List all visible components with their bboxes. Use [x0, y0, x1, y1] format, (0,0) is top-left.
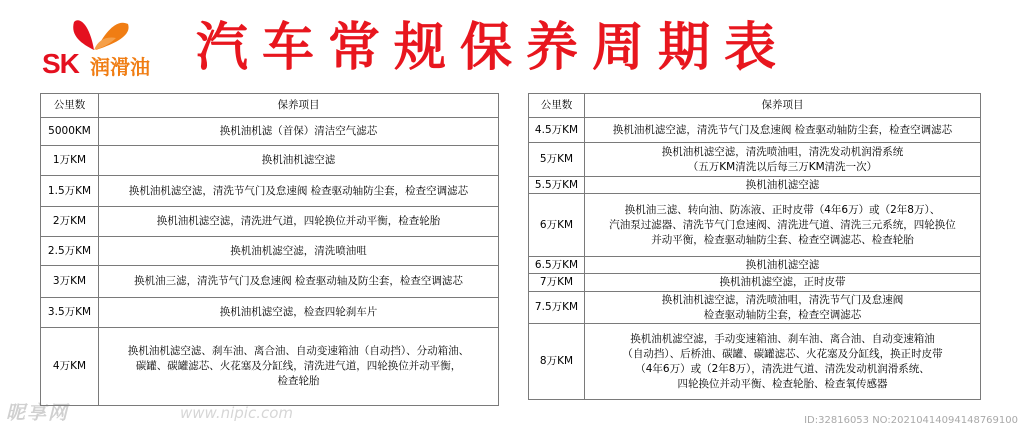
maintenance-items-cell — [99, 298, 499, 328]
table-row — [529, 257, 981, 274]
mileage-cell: 5000KM — [41, 118, 99, 146]
sk-lubricant-logo — [40, 14, 190, 84]
maintenance-line: 换机油机滤空滤，清洗节气门及怠速阀 检查驱动轴防尘套，检查空调滤芯 — [128, 184, 469, 197]
mileage-cell: 6万KM — [529, 194, 585, 257]
maintenance-line: 换机油机滤空滤，正时皮带 — [719, 276, 846, 288]
table-row — [529, 274, 981, 292]
maintenance-line: （五万KM清洗以后每三万KM清洗一次） — [687, 160, 878, 173]
table-row — [41, 176, 499, 207]
table-row — [529, 177, 981, 194]
maintenance-line: 换机油机滤空滤，清洗进气道，四轮换位并动平衡，检查轮胎 — [156, 215, 441, 227]
maintenance-line: 四轮换位并动平衡、检查轮胎、检查氧传感器 — [677, 377, 888, 390]
maintenance-line: （自动挡）、后桥油、碳罐、碳罐滤芯、火花塞及分缸线，换正时皮带 — [622, 347, 943, 360]
maintenance-items-cell — [585, 324, 981, 400]
maintenance-items-cell — [99, 146, 499, 176]
mileage-cell: 7.5万KM — [529, 292, 585, 324]
table-row — [529, 292, 981, 324]
column-header-km: 公里数 — [41, 94, 99, 118]
maintenance-items-cell — [99, 237, 499, 266]
maintenance-items-cell — [99, 266, 499, 298]
maintenance-items-cell — [585, 274, 981, 292]
maintenance-table-right — [528, 93, 981, 400]
maintenance-items-cell — [99, 328, 499, 406]
watermark-site: 昵享网 — [6, 402, 70, 424]
maintenance-line: 换机油机滤空滤，清洗喷油咀，清洗发动机润滑系统 — [661, 145, 904, 158]
maintenance-items-cell — [585, 177, 981, 194]
table-row — [529, 194, 981, 257]
maintenance-line: 换机油机滤空滤 — [261, 154, 336, 166]
maintenance-items-cell — [99, 176, 499, 207]
table-row — [529, 324, 981, 400]
mileage-cell: 4.5万KM — [529, 118, 585, 143]
column-header-items: 保养项目 — [99, 94, 499, 118]
mileage-cell: 1万KM — [41, 146, 99, 176]
mileage-cell: 3.5万KM — [41, 298, 99, 328]
table-row — [41, 237, 499, 266]
mileage-cell: 5.5万KM — [529, 177, 585, 194]
table-row — [529, 143, 981, 177]
maintenance-items-cell — [585, 257, 981, 274]
maintenance-line: 换机油机滤空滤 — [745, 178, 820, 191]
maintenance-line: 换机油机滤空滤、刹车油、离合油、自动变速箱油（自动挡）、分动箱油、 — [127, 345, 470, 357]
maintenance-line: 换机油机滤空滤，清洗节气门及怠速阀 检查驱动轴防尘套，检查空调滤芯 — [612, 123, 953, 136]
maintenance-items-cell — [585, 194, 981, 257]
maintenance-items-cell — [585, 118, 981, 143]
maintenance-items-cell — [585, 143, 981, 177]
maintenance-line: 换机油机滤空滤，清洗喷油咀，清洗节气门及怠速阀 — [661, 293, 904, 306]
maintenance-line: （4年6万）或（2年8万），清洗进气道、清洗发动机润滑系统、 — [635, 362, 930, 375]
mileage-cell: 8万KM — [529, 324, 585, 400]
mileage-cell: 3万KM — [41, 266, 99, 298]
page-title: 汽车常规保养周期表 — [196, 18, 791, 78]
maintenance-line: 碳罐、碳罐滤芯、火花塞及分缸线，清洗进气道，四轮换位并动平衡， — [135, 360, 462, 372]
maintenance-line: 检查驱动轴防尘套，检查空调滤芯 — [703, 308, 862, 321]
maintenance-line: 换机油机滤空滤，清洗喷油咀 — [230, 244, 367, 257]
mileage-cell: 6.5万KM — [529, 257, 585, 274]
column-header-items: 保养项目 — [585, 94, 981, 118]
maintenance-line: 检查轮胎 — [277, 375, 320, 387]
table-row — [41, 207, 499, 237]
watermark-url: www.nipic.com — [180, 404, 294, 422]
table-header-row — [529, 94, 981, 118]
maintenance-line: 换机油机滤（首保）清洁空气滤芯 — [219, 125, 378, 137]
mileage-cell: 7万KM — [529, 274, 585, 292]
maintenance-line: 换机油三滤、转向油、防冻液、正时皮带（4年6万）或（2年8万）、 — [624, 203, 941, 216]
maintenance-items-cell — [585, 292, 981, 324]
maintenance-line: 汽油泵过滤器、清洗节气门怠速阀、清洗进气道、清洗三元系统，四轮换位 — [609, 218, 956, 231]
mileage-cell: 1.5万KM — [41, 176, 99, 207]
table-header-row — [41, 94, 499, 118]
table-row — [41, 266, 499, 298]
table-row — [41, 146, 499, 176]
maintenance-line: 并动平衡，检查驱动轴防尘套、检查空调滤芯、检查轮胎 — [651, 233, 914, 246]
maintenance-table-left — [40, 93, 499, 406]
maintenance-line: 换机油三滤，清洗节气门及怠速阀 检查驱动轴及防尘套，检查空调滤芯 — [134, 275, 463, 287]
maintenance-line: 换机油机滤空滤，检查四轮刹车片 — [219, 306, 378, 318]
maintenance-items-cell — [99, 207, 499, 237]
table-row — [41, 118, 499, 146]
maintenance-items-cell — [99, 118, 499, 146]
watermark-id: ID:32816053 NO:20210414094148769100 — [804, 415, 1018, 426]
maintenance-line: 换机油机滤空滤 — [745, 258, 820, 271]
maintenance-line: 换机油机滤空滤，手动变速箱油、刹车油、离合油、自动变速箱油 — [630, 332, 935, 345]
mileage-cell: 4万KM — [41, 328, 99, 406]
mileage-cell: 5万KM — [529, 143, 585, 177]
column-header-km: 公里数 — [529, 94, 585, 118]
mileage-cell: 2万KM — [41, 207, 99, 237]
brand-sk-text: SK — [42, 48, 79, 79]
table-row — [41, 328, 499, 406]
table-row — [41, 298, 499, 328]
table-row — [529, 118, 981, 143]
mileage-cell: 2.5万KM — [41, 237, 99, 266]
brand-lube-text: 润滑油 — [90, 55, 150, 79]
